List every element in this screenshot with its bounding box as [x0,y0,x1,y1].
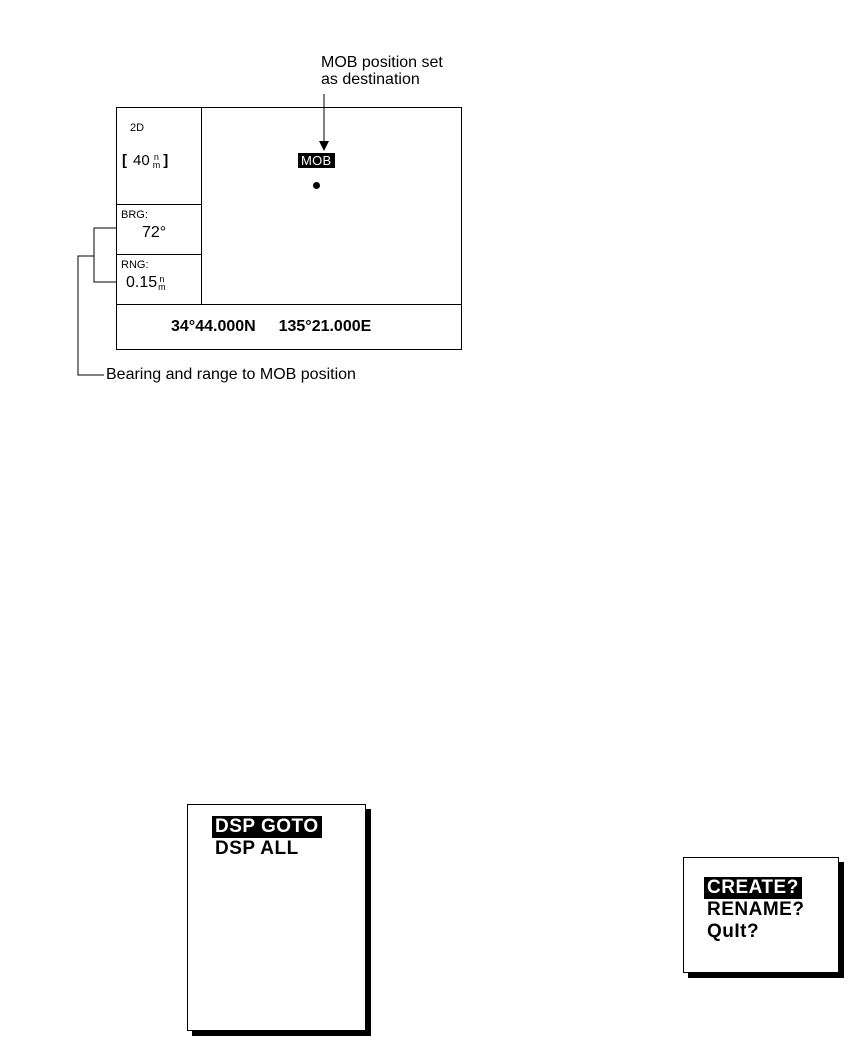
range-value: 40 [133,152,150,169]
left-panel-sep-1 [117,204,201,205]
brg-label: BRG: [121,209,148,221]
rng-unit-top: n [159,274,165,284]
display-mode: 2D [130,122,145,134]
destination-callout-line1: MOB position set [321,54,443,71]
bracket-leader [70,220,130,380]
rng-value: 0.15 [126,274,158,291]
destination-callout [321,54,443,88]
range-unit [153,153,161,169]
menu-item-quit[interactable]: QuIt? [707,921,760,942]
coords-sep [117,304,461,305]
menu-item-dsp-goto[interactable]: DSP GOTO [212,816,322,838]
menu-item-rename[interactable]: RENAME? [707,899,805,920]
rng-value-group [126,274,169,292]
left-panel-divider [201,108,202,304]
rng-label: RNG: [121,259,149,271]
plotter-screen [116,107,462,350]
menu-item-create[interactable]: CREATE? [704,877,802,899]
bearing-range-callout: Bearing and range to MOB position [106,366,356,383]
range-bracket-close: ] [163,152,169,169]
range-unit-bottom: m [152,159,161,170]
menu-item-dsp-all[interactable]: DSP ALL [215,838,299,859]
range-scale [122,152,168,169]
route-menu [683,857,839,973]
rng-unit-bottom: m [158,282,166,292]
range-unit-top: n [153,151,159,162]
mob-marker-label: MOB [298,153,335,168]
destination-callout-line2: as destination [321,71,420,88]
display-menu [187,804,366,1031]
position-readout [171,318,371,336]
mob-position-dot [313,182,320,189]
brg-value: 72° [142,224,167,241]
longitude: 135°21.000E [278,318,372,335]
latitude: 34°44.000N [171,318,256,335]
range-bracket-open: [ [122,152,127,169]
rng-unit [158,275,166,291]
